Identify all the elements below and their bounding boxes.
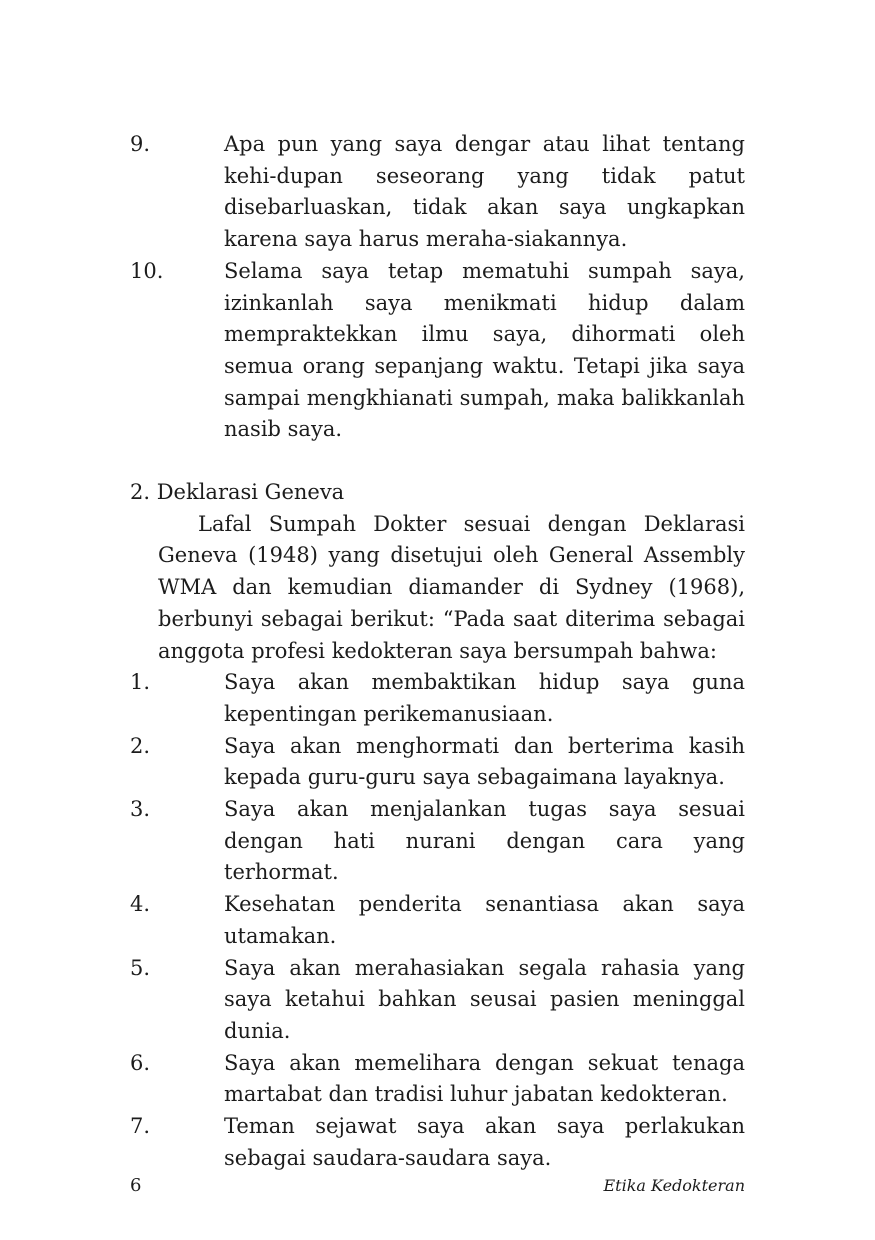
item-number: 5. [130,955,151,980]
item-number: 6. [130,1050,151,1075]
list-item [130,1111,745,1174]
section-heading: 2. Deklarasi Geneva [130,480,345,505]
geneva-oath-list [130,667,745,1174]
list-item [130,129,745,256]
item-text: Saya akan memelihara dengan sekuat tenaga martabat dan tradisi luhur jabatan kedokteran. [224,1050,745,1107]
list-item [130,889,745,952]
oath-list-continued [130,129,745,446]
page-footer [130,1172,745,1200]
list-item [130,256,745,446]
item-text: Saya akan membaktikan hidup saya guna kepentingan perikemanusiaan. [224,670,745,726]
item-text: Saya akan menghormati dan berterima kasih kepada guru-guru saya sebagaimana layaknya. [224,733,745,790]
list-item [130,667,745,730]
item-text: Selama saya tetap mematuhi sumpah saya, izinkanlah saya menikmati hidup dalam mempraktekkan ilmu saya, dihormati oleh semua orang sepanjang waktu. Tetapi jika saya sampai mengkhianati sumpah, maka balikkanlah nasib saya. [224,258,745,442]
item-text: Saya akan merahasiakan segala rahasia yang saya ketahui bahkan seusai pasien meninggal dunia. [224,955,745,1043]
list-item [130,794,745,889]
list-item [130,1048,745,1111]
item-number: 2. [130,733,151,758]
running-title: Etika Kedokteran [603,1176,745,1195]
item-number: 3. [130,797,151,822]
item-number: 4. [130,892,151,917]
item-number: 9. [130,132,151,156]
list-item [130,731,745,794]
item-number: 10. [130,258,164,283]
item-text: Teman sejawat saya akan saya perlakukan sebagai saudara-saudara saya. [224,1114,745,1170]
list-item [130,953,745,1048]
item-text: Kesehatan penderita senantiasa akan saya utamakan. [224,892,745,948]
page-content [130,129,745,1175]
item-number: 1. [130,670,151,695]
item-text: Saya akan menjalankan tugas saya sesuai dengan hati nurani dengan cara yang terhormat. [224,797,745,885]
item-text: Apa pun yang saya dengar atau lihat tentang kehi-dupan seseorang yang tidak patut disebarluaskan, tidak akan saya ungkapkan karena saya harus meraha-siakannya. [224,132,745,252]
page-number: 6 [130,1175,142,1196]
section-intro-paragraph: Lafal Sumpah Dokter sesuai dengan Deklarasi Geneva (1948) yang disetujui oleh General Assembly WMA dan kemudian diamander di Sydney (1968), berbunyi sebagai berikut: “Pada saat diterima sebagai anggota profesi kedokteran saya bersumpah bahwa: [158,511,745,663]
item-number: 7. [130,1114,151,1139]
